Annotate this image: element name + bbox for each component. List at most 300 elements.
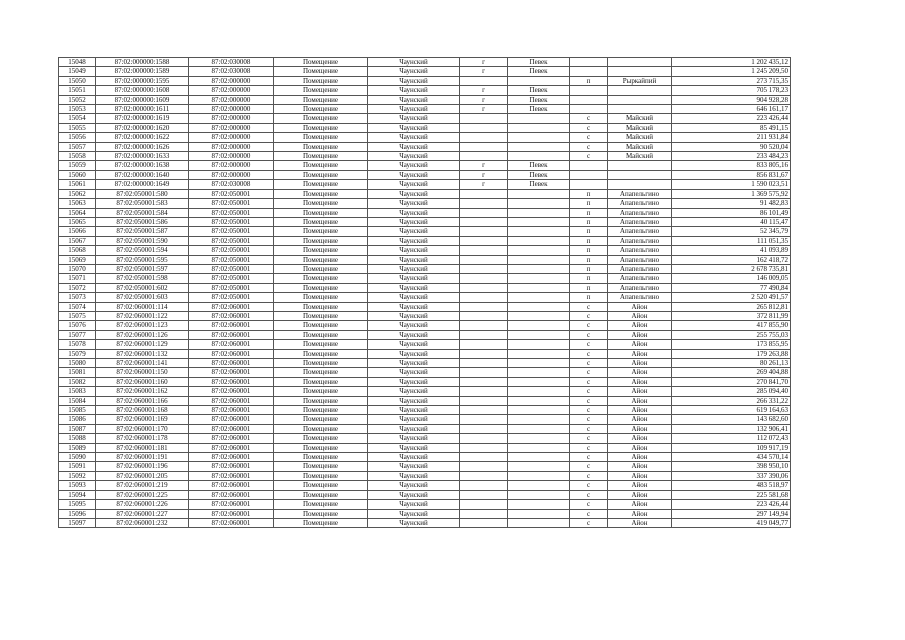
cadastral-block-cell: 87:02:060001	[189, 424, 274, 433]
cadastral-value-cell: 109 917,19	[672, 443, 791, 452]
district-cell: Чаунский	[368, 208, 460, 217]
cadastral-block-cell: 87:02:000000	[189, 123, 274, 132]
settlement-type-city-cell	[460, 377, 508, 386]
cadastral-block-cell: 87:02:060001	[189, 330, 274, 339]
settlement-type-city-cell	[460, 227, 508, 236]
settlement-name-cell: Айон	[608, 500, 672, 509]
cadastral-value-cell: 273 715,35	[672, 76, 791, 85]
settlement-type-cell: с	[570, 396, 608, 405]
settlement-type-city-cell	[460, 471, 508, 480]
cadastral-number-cell: 87:02:000000:1619	[96, 114, 189, 123]
cadastral-value-cell: 856 831,67	[672, 170, 791, 179]
row-number-cell: 15063	[59, 199, 96, 208]
row-number-cell: 15075	[59, 311, 96, 320]
settlement-type-cell	[570, 170, 608, 179]
settlement-type-city-cell	[460, 321, 508, 330]
settlement-name-cell: Рыркайпий	[608, 76, 672, 85]
object-type-cell: Помещение	[274, 518, 368, 527]
object-type-cell: Помещение	[274, 434, 368, 443]
settlement-name-city-cell	[508, 293, 570, 302]
settlement-name-cell	[608, 95, 672, 104]
settlement-name-city-cell	[508, 471, 570, 480]
settlement-type-city-cell	[460, 283, 508, 292]
cadastral-number-cell: 87:02:060001:114	[96, 302, 189, 311]
cadastral-block-cell: 87:02:060001	[189, 490, 274, 499]
cadastral-block-cell: 87:02:060001	[189, 500, 274, 509]
settlement-name-cell: Апапельгино	[608, 189, 672, 198]
settlement-name-city-cell: Певек	[508, 58, 570, 67]
row-number-cell: 15093	[59, 481, 96, 490]
settlement-type-cell	[570, 86, 608, 95]
district-cell: Чаунский	[368, 142, 460, 151]
district-cell: Чаунский	[368, 95, 460, 104]
cadastral-block-cell: 87:02:050001	[189, 246, 274, 255]
object-type-cell: Помещение	[274, 387, 368, 396]
row-number-cell: 15086	[59, 415, 96, 424]
cadastral-number-cell: 87:02:060001:225	[96, 490, 189, 499]
cadastral-number-cell: 87:02:060001:166	[96, 396, 189, 405]
district-cell: Чаунский	[368, 424, 460, 433]
cadastral-value-cell: 223 426,44	[672, 500, 791, 509]
table-row	[59, 199, 791, 208]
cadastral-block-cell: 87:02:000000	[189, 76, 274, 85]
district-cell: Чаунский	[368, 396, 460, 405]
settlement-type-cell: с	[570, 415, 608, 424]
table-row	[59, 123, 791, 132]
cadastral-value-cell: 40 115,47	[672, 217, 791, 226]
settlement-type-city-cell	[460, 349, 508, 358]
cadastral-block-cell: 87:02:060001	[189, 443, 274, 452]
district-cell: Чаунский	[368, 311, 460, 320]
cadastral-number-cell: 87:02:060001:205	[96, 471, 189, 480]
cadastral-block-cell: 87:02:050001	[189, 227, 274, 236]
table-body	[59, 58, 791, 528]
table-row	[59, 377, 791, 386]
row-number-cell: 15057	[59, 142, 96, 151]
cadastral-number-cell: 87:02:000000:1649	[96, 180, 189, 189]
settlement-type-cell	[570, 180, 608, 189]
settlement-name-city-cell	[508, 152, 570, 161]
table-row	[59, 349, 791, 358]
row-number-cell: 15052	[59, 95, 96, 104]
settlement-name-cell: Айон	[608, 321, 672, 330]
settlement-type-cell: с	[570, 340, 608, 349]
settlement-type-cell: с	[570, 453, 608, 462]
cadastral-block-cell: 87:02:030008	[189, 67, 274, 76]
district-cell: Чаунский	[368, 58, 460, 67]
settlement-name-cell: Апапельгино	[608, 227, 672, 236]
row-number-cell: 15053	[59, 105, 96, 114]
settlement-type-city-cell: г	[460, 161, 508, 170]
settlement-type-cell: п	[570, 189, 608, 198]
district-cell: Чаунский	[368, 330, 460, 339]
cadastral-value-cell: 86 101,49	[672, 208, 791, 217]
table-row	[59, 152, 791, 161]
settlement-type-cell: п	[570, 236, 608, 245]
cadastral-block-cell: 87:02:050001	[189, 283, 274, 292]
settlement-name-cell: Айон	[608, 415, 672, 424]
settlement-type-city-cell	[460, 217, 508, 226]
settlement-name-cell: Айон	[608, 387, 672, 396]
table-row	[59, 443, 791, 452]
row-number-cell: 15084	[59, 396, 96, 405]
district-cell: Чаунский	[368, 406, 460, 415]
cadastral-number-cell: 87:02:000000:1609	[96, 95, 189, 104]
settlement-name-city-cell	[508, 189, 570, 198]
settlement-type-city-cell	[460, 424, 508, 433]
settlement-type-cell: с	[570, 471, 608, 480]
settlement-name-cell: Апапельгино	[608, 208, 672, 217]
cadastral-block-cell: 87:02:000000	[189, 86, 274, 95]
district-cell: Чаунский	[368, 434, 460, 443]
row-number-cell: 15069	[59, 255, 96, 264]
table-row	[59, 462, 791, 471]
cadastral-number-cell: 87:02:050001:603	[96, 293, 189, 302]
table-row	[59, 283, 791, 292]
settlement-name-cell: Апапельгино	[608, 264, 672, 273]
settlement-type-city-cell	[460, 406, 508, 415]
settlement-name-cell	[608, 67, 672, 76]
table-row	[59, 246, 791, 255]
row-number-cell: 15065	[59, 217, 96, 226]
table-row	[59, 161, 791, 170]
settlement-name-city-cell	[508, 321, 570, 330]
settlement-name-cell: Айон	[608, 518, 672, 527]
cadastral-block-cell: 87:02:060001	[189, 471, 274, 480]
cadastral-block-cell: 87:02:050001	[189, 274, 274, 283]
object-type-cell: Помещение	[274, 152, 368, 161]
district-cell: Чаунский	[368, 105, 460, 114]
settlement-type-city-cell	[460, 453, 508, 462]
object-type-cell: Помещение	[274, 189, 368, 198]
cadastral-number-cell: 87:02:050001:594	[96, 246, 189, 255]
settlement-type-cell: п	[570, 208, 608, 217]
cadastral-number-cell: 87:02:060001:219	[96, 481, 189, 490]
district-cell: Чаунский	[368, 274, 460, 283]
district-cell: Чаунский	[368, 236, 460, 245]
cadastral-block-cell: 87:02:060001	[189, 453, 274, 462]
table-row	[59, 415, 791, 424]
object-type-cell: Помещение	[274, 415, 368, 424]
settlement-type-city-cell	[460, 415, 508, 424]
object-type-cell: Помещение	[274, 264, 368, 273]
settlement-name-cell: Айон	[608, 434, 672, 443]
settlement-type-city-cell: г	[460, 67, 508, 76]
cadastral-number-cell: 87:02:000000:1638	[96, 161, 189, 170]
object-type-cell: Помещение	[274, 236, 368, 245]
settlement-name-cell: Айон	[608, 349, 672, 358]
object-type-cell: Помещение	[274, 76, 368, 85]
settlement-name-city-cell	[508, 509, 570, 518]
cadastral-value-cell: 646 161,17	[672, 105, 791, 114]
table-row	[59, 509, 791, 518]
object-type-cell: Помещение	[274, 349, 368, 358]
district-cell: Чаунский	[368, 387, 460, 396]
settlement-name-cell: Апапельгино	[608, 236, 672, 245]
table-row	[59, 368, 791, 377]
cadastral-block-cell: 87:02:060001	[189, 509, 274, 518]
settlement-name-city-cell	[508, 387, 570, 396]
cadastral-number-cell: 87:02:050001:583	[96, 199, 189, 208]
row-number-cell: 15058	[59, 152, 96, 161]
settlement-name-city-cell	[508, 359, 570, 368]
row-number-cell: 15096	[59, 509, 96, 518]
row-number-cell: 15080	[59, 359, 96, 368]
cadastral-number-cell: 87:02:050001:598	[96, 274, 189, 283]
cadastral-block-cell: 87:02:000000	[189, 105, 274, 114]
cadastral-block-cell: 87:02:060001	[189, 406, 274, 415]
settlement-type-cell: с	[570, 490, 608, 499]
district-cell: Чаунский	[368, 246, 460, 255]
object-type-cell: Помещение	[274, 302, 368, 311]
cadastral-block-cell: 87:02:000000	[189, 161, 274, 170]
settlement-type-cell: с	[570, 114, 608, 123]
cadastral-number-cell: 87:02:060001:122	[96, 311, 189, 320]
row-number-cell: 15059	[59, 161, 96, 170]
cadastral-value-cell: 223 426,44	[672, 114, 791, 123]
cadastral-value-cell: 2 520 491,57	[672, 293, 791, 302]
cadastral-number-cell: 87:02:060001:123	[96, 321, 189, 330]
settlement-type-cell: п	[570, 199, 608, 208]
settlement-name-cell: Айон	[608, 462, 672, 471]
settlement-name-city-cell	[508, 123, 570, 132]
district-cell: Чаунский	[368, 340, 460, 349]
row-number-cell: 15073	[59, 293, 96, 302]
row-number-cell: 15054	[59, 114, 96, 123]
settlement-type-city-cell	[460, 274, 508, 283]
cadastral-block-cell: 87:02:050001	[189, 189, 274, 198]
cadastral-block-cell: 87:02:050001	[189, 217, 274, 226]
object-type-cell: Помещение	[274, 509, 368, 518]
table-row	[59, 208, 791, 217]
settlement-type-city-cell: г	[460, 86, 508, 95]
cadastral-block-cell: 87:02:000000	[189, 133, 274, 142]
settlement-name-cell	[608, 170, 672, 179]
object-type-cell: Помещение	[274, 424, 368, 433]
table-row	[59, 180, 791, 189]
cadastral-value-cell: 233 484,23	[672, 152, 791, 161]
row-number-cell: 15074	[59, 302, 96, 311]
settlement-type-cell: с	[570, 133, 608, 142]
table-row	[59, 264, 791, 273]
cadastral-number-cell: 87:02:050001:597	[96, 264, 189, 273]
object-type-cell: Помещение	[274, 443, 368, 452]
settlement-type-cell: с	[570, 123, 608, 132]
district-cell: Чаунский	[368, 415, 460, 424]
settlement-type-city-cell	[460, 293, 508, 302]
settlement-name-city-cell	[508, 76, 570, 85]
settlement-type-city-cell	[460, 396, 508, 405]
object-type-cell: Помещение	[274, 217, 368, 226]
settlement-type-cell: п	[570, 76, 608, 85]
district-cell: Чаунский	[368, 189, 460, 198]
row-number-cell: 15066	[59, 227, 96, 236]
cadastral-block-cell: 87:02:060001	[189, 377, 274, 386]
settlement-name-city-cell	[508, 490, 570, 499]
object-type-cell: Помещение	[274, 274, 368, 283]
settlement-type-city-cell	[460, 208, 508, 217]
object-type-cell: Помещение	[274, 105, 368, 114]
settlement-type-cell: с	[570, 349, 608, 358]
settlement-name-city-cell	[508, 217, 570, 226]
cadastral-value-cell: 162 418,72	[672, 255, 791, 264]
settlement-name-city-cell	[508, 500, 570, 509]
object-type-cell: Помещение	[274, 123, 368, 132]
row-number-cell: 15077	[59, 330, 96, 339]
object-type-cell: Помещение	[274, 311, 368, 320]
table-row	[59, 58, 791, 67]
cadastral-number-cell: 87:02:060001:181	[96, 443, 189, 452]
row-number-cell: 15068	[59, 246, 96, 255]
cadastral-value-cell: 91 482,83	[672, 199, 791, 208]
cadastral-value-cell: 143 682,60	[672, 415, 791, 424]
settlement-name-city-cell	[508, 114, 570, 123]
object-type-cell: Помещение	[274, 227, 368, 236]
district-cell: Чаунский	[368, 199, 460, 208]
cadastral-block-cell: 87:02:060001	[189, 387, 274, 396]
settlement-name-city-cell	[508, 415, 570, 424]
cadastral-value-cell: 619 164,63	[672, 406, 791, 415]
district-cell: Чаунский	[368, 283, 460, 292]
object-type-cell: Помещение	[274, 58, 368, 67]
cadastral-value-cell: 77 490,84	[672, 283, 791, 292]
cadastral-block-cell: 87:02:030008	[189, 58, 274, 67]
cadastral-number-cell: 87:02:050001:595	[96, 255, 189, 264]
cadastral-block-cell: 87:02:060001	[189, 302, 274, 311]
district-cell: Чаунский	[368, 255, 460, 264]
cadastral-block-cell: 87:02:000000	[189, 142, 274, 151]
row-number-cell: 15094	[59, 490, 96, 499]
table-row	[59, 434, 791, 443]
settlement-name-city-cell	[508, 142, 570, 151]
cadastral-block-cell: 87:02:060001	[189, 340, 274, 349]
object-type-cell: Помещение	[274, 199, 368, 208]
settlement-name-city-cell	[508, 274, 570, 283]
cadastral-value-cell: 173 855,95	[672, 340, 791, 349]
settlement-type-cell: с	[570, 443, 608, 452]
cadastral-block-cell: 87:02:030008	[189, 180, 274, 189]
cadastral-block-cell: 87:02:050001	[189, 264, 274, 273]
cadastral-value-cell: 297 149,94	[672, 509, 791, 518]
row-number-cell: 15081	[59, 368, 96, 377]
settlement-name-city-cell	[508, 199, 570, 208]
settlement-name-city-cell	[508, 227, 570, 236]
cadastral-value-cell: 255 755,03	[672, 330, 791, 339]
row-number-cell: 15088	[59, 434, 96, 443]
cadastral-value-cell: 705 178,23	[672, 86, 791, 95]
settlement-type-city-cell	[460, 123, 508, 132]
cadastral-block-cell: 87:02:060001	[189, 359, 274, 368]
cadastral-value-cell: 179 263,88	[672, 349, 791, 358]
row-number-cell: 15064	[59, 208, 96, 217]
cadastral-block-cell: 87:02:060001	[189, 518, 274, 527]
settlement-name-cell: Апапельгино	[608, 293, 672, 302]
cadastral-number-cell: 87:02:060001:162	[96, 387, 189, 396]
settlement-name-city-cell	[508, 283, 570, 292]
cadastral-value-cell: 80 261,13	[672, 359, 791, 368]
settlement-type-city-cell: г	[460, 95, 508, 104]
settlement-name-city-cell	[508, 396, 570, 405]
settlement-type-city-cell	[460, 133, 508, 142]
district-cell: Чаунский	[368, 170, 460, 179]
object-type-cell: Помещение	[274, 368, 368, 377]
settlement-type-city-cell	[460, 199, 508, 208]
object-type-cell: Помещение	[274, 246, 368, 255]
cadastral-value-cell: 419 049,77	[672, 518, 791, 527]
table-row	[59, 490, 791, 499]
settlement-type-city-cell: г	[460, 105, 508, 114]
table-row	[59, 481, 791, 490]
settlement-name-cell: Айон	[608, 311, 672, 320]
settlement-type-city-cell	[460, 142, 508, 151]
cadastral-block-cell: 87:02:000000	[189, 152, 274, 161]
settlement-type-city-cell	[460, 311, 508, 320]
table-row	[59, 518, 791, 527]
settlement-type-city-cell	[460, 359, 508, 368]
cadastral-value-cell: 265 812,81	[672, 302, 791, 311]
cadastral-block-cell: 87:02:060001	[189, 481, 274, 490]
cadastral-number-cell: 87:02:060001:232	[96, 518, 189, 527]
settlement-type-cell: п	[570, 274, 608, 283]
settlement-type-city-cell	[460, 302, 508, 311]
table-row	[59, 424, 791, 433]
settlement-name-cell: Айон	[608, 443, 672, 452]
settlement-name-cell: Айон	[608, 490, 672, 499]
cadastral-number-cell: 87:02:050001:590	[96, 236, 189, 245]
settlement-name-cell: Апапельгино	[608, 199, 672, 208]
settlement-type-city-cell	[460, 246, 508, 255]
district-cell: Чаунский	[368, 123, 460, 132]
settlement-type-cell: с	[570, 481, 608, 490]
table-row	[59, 396, 791, 405]
settlement-type-cell: с	[570, 509, 608, 518]
settlement-name-cell: Айон	[608, 302, 672, 311]
cadastral-number-cell: 87:02:060001:129	[96, 340, 189, 349]
settlement-type-cell: с	[570, 434, 608, 443]
settlement-type-city-cell	[460, 509, 508, 518]
settlement-type-city-cell	[460, 76, 508, 85]
row-number-cell: 15097	[59, 518, 96, 527]
settlement-type-cell: п	[570, 264, 608, 273]
object-type-cell: Помещение	[274, 67, 368, 76]
settlement-name-cell: Майский	[608, 123, 672, 132]
cadastral-block-cell: 87:02:050001	[189, 208, 274, 217]
settlement-name-city-cell	[508, 481, 570, 490]
table-row	[59, 359, 791, 368]
settlement-name-city-cell	[508, 377, 570, 386]
settlement-name-cell: Айон	[608, 340, 672, 349]
cadastral-block-cell: 87:02:050001	[189, 293, 274, 302]
district-cell: Чаунский	[368, 500, 460, 509]
row-number-cell: 15071	[59, 274, 96, 283]
cadastral-number-cell: 87:02:060001:227	[96, 509, 189, 518]
table-row	[59, 133, 791, 142]
district-cell: Чаунский	[368, 462, 460, 471]
cadastral-block-cell: 87:02:060001	[189, 321, 274, 330]
settlement-name-city-cell	[508, 208, 570, 217]
settlement-name-city-cell: Певек	[508, 105, 570, 114]
row-number-cell: 15067	[59, 236, 96, 245]
district-cell: Чаунский	[368, 152, 460, 161]
settlement-name-city-cell	[508, 424, 570, 433]
object-type-cell: Помещение	[274, 283, 368, 292]
settlement-name-cell: Майский	[608, 114, 672, 123]
settlement-type-cell	[570, 95, 608, 104]
settlement-name-city-cell	[508, 368, 570, 377]
cadastral-value-cell: 904 928,28	[672, 95, 791, 104]
settlement-type-city-cell: г	[460, 180, 508, 189]
row-number-cell: 15048	[59, 58, 96, 67]
